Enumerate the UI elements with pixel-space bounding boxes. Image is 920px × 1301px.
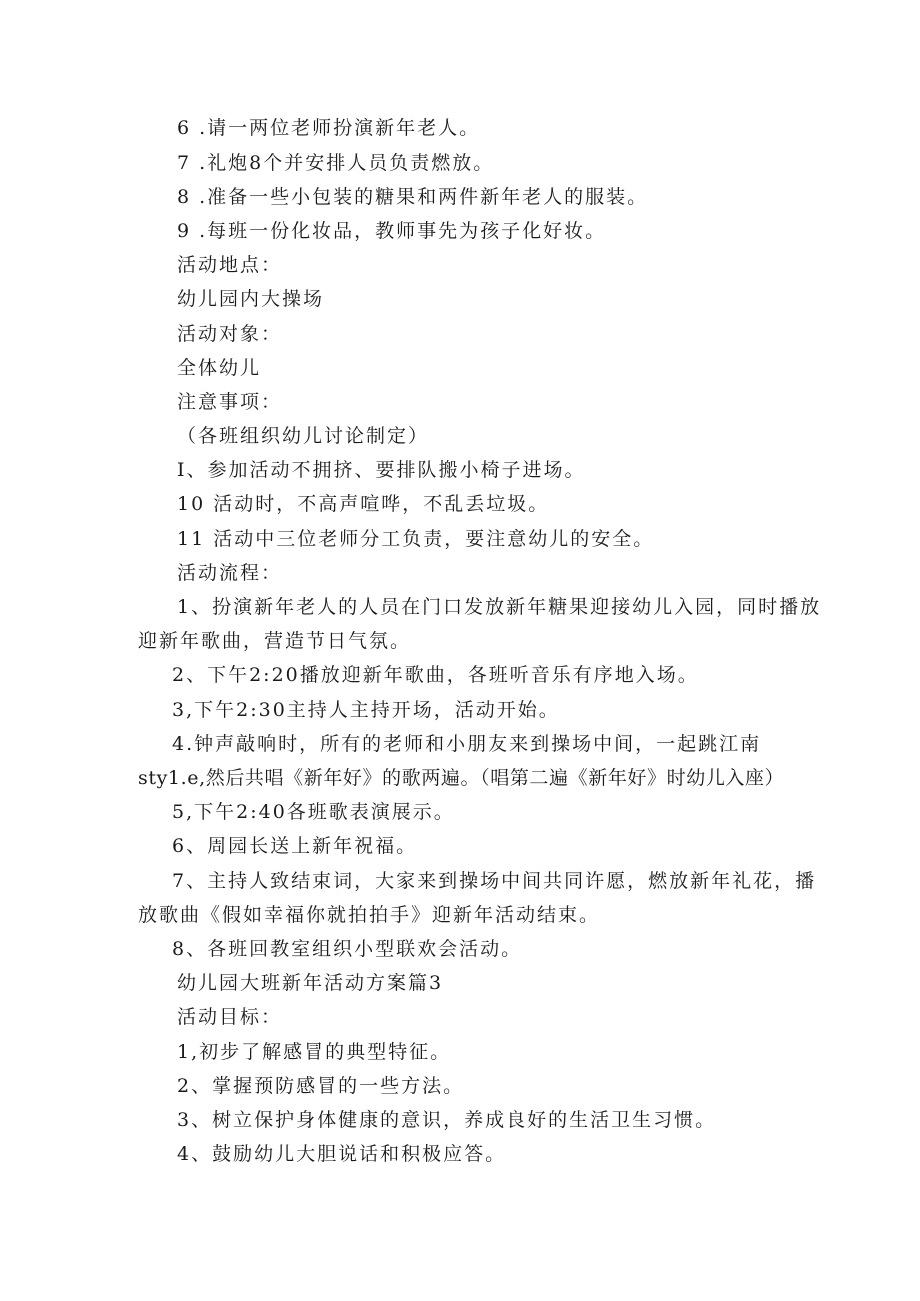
- text-line: 幼儿园内大操场: [177, 288, 325, 310]
- text-line: 4、鼓励幼儿大胆说话和积极应答。: [177, 1143, 507, 1165]
- text-line: 5,下午2:40各班歌表演展示。: [172, 801, 455, 823]
- text-line: 3,下午2:30主持人主持开场，活动开始。: [172, 699, 560, 721]
- text-line: 1、扮演新年老人的人员在门口发放新年糖果迎接幼儿入园，同时播放: [177, 596, 822, 618]
- text-line: 迎新年歌曲，营造节日气氛。: [138, 630, 412, 652]
- section-heading: 注意事项：: [177, 391, 283, 413]
- text-line: 7、主持人致结束词，大家来到操场中间共同许愿，燃放新年礼花，播: [172, 870, 817, 892]
- text-line: 2、下午2:20播放迎新年歌曲，各班听音乐有序地入场。: [172, 664, 699, 686]
- text-line: 7 .礼炮8个并安排人员负责燃放。: [177, 152, 495, 174]
- text-line: 3、树立保护身体健康的意识，养成良好的生活卫生习惯。: [177, 1109, 717, 1131]
- text-line: sty1.e,然后共唱《新年好》的歌两遍。（唱第二遍《新年好》时幼儿入座）: [138, 767, 785, 789]
- text-line: 10 活动时，不高声喧哗，不乱丢垃圾。: [177, 493, 550, 515]
- section-title: 幼儿园大班新年活动方案篇3: [177, 972, 444, 994]
- section-heading: 活动目标：: [177, 1006, 283, 1028]
- text-line: 4.钟声敲响时，所有的老师和小朋友来到操场中间，一起跳江南: [172, 733, 762, 755]
- section-heading: 活动对象：: [177, 323, 283, 345]
- text-line: 放歌曲《假如幸福你就拍拍手》迎新年活动结束。: [138, 904, 601, 926]
- text-line: 11 活动中三位老师分工负责，要注意幼儿的安全。: [177, 528, 655, 550]
- text-line: 6 .请一两位老师扮演新年老人。: [177, 117, 481, 139]
- text-line: I、参加活动不拥挤、要排队搬小椅子进场。: [177, 459, 586, 481]
- text-line: 8、各班回教室组织小型联欢会活动。: [172, 938, 523, 960]
- text-line: 8 .准备一些小包装的糖果和两件新年老人的服装。: [177, 186, 649, 208]
- text-line: 9 .每班一份化妆品，教师事先为孩子化好妆。: [177, 220, 607, 242]
- text-line: 6、周园长送上新年祝福。: [172, 835, 418, 857]
- text-line: 1,初步了解感冒的典型特征。: [177, 1041, 452, 1063]
- text-line: 2、掌握预防感冒的一些方法。: [177, 1075, 465, 1097]
- section-heading: 活动地点：: [177, 254, 283, 276]
- section-heading: 活动流程：: [177, 562, 283, 584]
- text-line: 全体幼儿: [177, 357, 262, 379]
- text-line: （各班组织幼儿讨论制定）: [177, 425, 430, 447]
